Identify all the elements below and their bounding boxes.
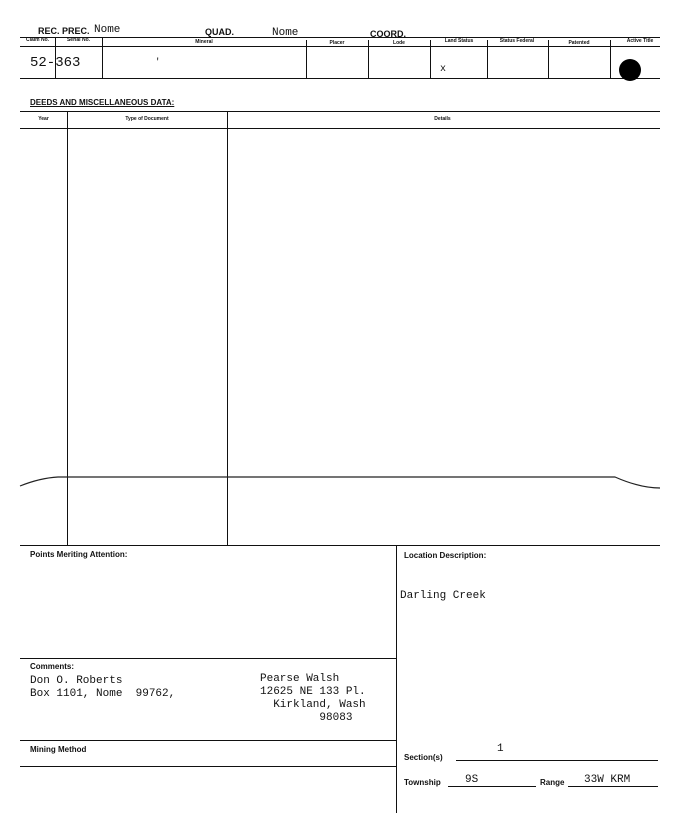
col-mineral: Mineral xyxy=(195,39,213,45)
comment-line: 98083 xyxy=(260,712,353,724)
header-rule xyxy=(20,37,660,38)
location-description-text: Darling Creek xyxy=(400,590,486,602)
col-patented: Patented xyxy=(568,40,590,46)
section-label: Section(s) xyxy=(404,753,443,762)
comment-line: 12625 NE 133 Pl. xyxy=(260,686,366,698)
col-placer: Placer xyxy=(329,40,345,46)
col-claim-no: Claim No. xyxy=(25,37,50,43)
col-lode: Lode xyxy=(393,40,405,46)
claim-col-divider xyxy=(610,40,611,78)
coord-label: COORD. xyxy=(370,29,406,39)
col-serial-no: Serial No. xyxy=(66,37,91,43)
mineral-value: ' xyxy=(155,57,161,67)
col-status-federal: Status Federal xyxy=(499,38,535,44)
township-underline xyxy=(448,786,536,787)
claim-header-rule xyxy=(20,46,660,47)
col-active-title: Active Title xyxy=(626,38,654,44)
township-label: Township xyxy=(404,778,441,787)
active-title-mark xyxy=(619,59,641,81)
col-land-status: Land Status xyxy=(444,38,474,44)
location-description-label: Location Description: xyxy=(404,551,487,560)
claim-bottom-rule xyxy=(20,78,660,79)
rec-prec-value: Nome xyxy=(94,24,121,36)
page-fold-line xyxy=(0,468,678,498)
quad-value: Nome xyxy=(272,27,299,39)
col-type-of-document: Type of Document xyxy=(125,116,169,122)
range-value: 33W KRM xyxy=(584,774,631,786)
deeds-title: DEEDS AND MISCELLANEOUS DATA: xyxy=(30,98,175,107)
claim-no-value: 52-363 xyxy=(30,55,81,71)
section-underline xyxy=(456,760,658,761)
comment-line: Box 1101, Nome 99762, xyxy=(30,688,176,700)
comment-line: Don O. Roberts xyxy=(30,675,123,687)
deeds-header-rule xyxy=(20,128,660,129)
bottom-col-divider xyxy=(396,545,397,813)
mining-method-rule xyxy=(20,740,396,741)
range-label: Range xyxy=(540,778,565,787)
mining-method-bottom-rule xyxy=(20,766,396,767)
section-value: 1 xyxy=(497,743,504,755)
mining-method-label: Mining Method xyxy=(30,745,87,754)
deeds-top-rule xyxy=(20,111,660,112)
claim-col-divider xyxy=(430,40,431,78)
col-year: Year xyxy=(38,116,49,122)
bottom-top-rule xyxy=(20,545,660,546)
claim-col-divider xyxy=(487,40,488,78)
points-meriting-label: Points Meriting Attention: xyxy=(30,550,128,559)
col-details: Details xyxy=(434,116,451,122)
township-value: 9S xyxy=(465,774,479,786)
comment-line: Pearse Walsh xyxy=(260,673,340,685)
comments-rule xyxy=(20,658,396,659)
rec-prec-label: REC. PREC. xyxy=(38,26,90,36)
range-underline xyxy=(568,786,658,787)
comments-label: Comments: xyxy=(30,662,75,671)
comment-line: Kirkland, Wash xyxy=(260,699,366,711)
land-status-value: x xyxy=(440,64,447,75)
quad-label: QUAD. xyxy=(205,27,234,37)
